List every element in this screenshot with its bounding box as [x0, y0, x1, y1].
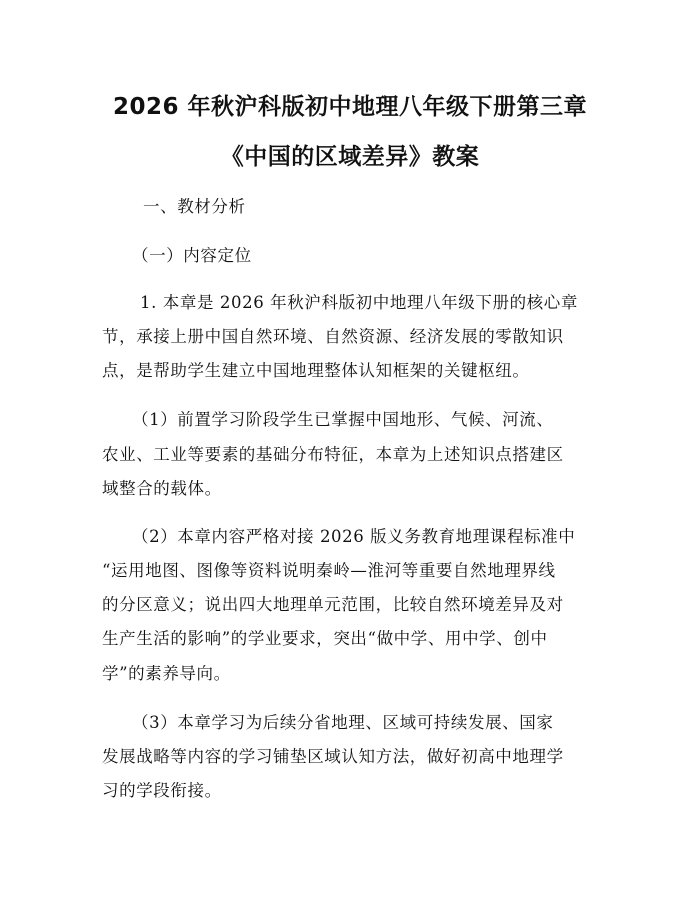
document-title-line-2: 《中国的区域差异》教案	[220, 144, 480, 170]
paragraph-4-line-2: 发展战略等内容的学习铺垫区域认知方法，做好初高中地理学	[102, 747, 564, 766]
document-title-line-1: 2026 年秋沪科版初中地理八年级下册第三章	[112, 94, 588, 120]
subsection-heading: （一）内容定位	[132, 246, 252, 265]
paragraph-3-line-1: （2）本章内容严格对接 2026 版义务教育地理课程标准中	[132, 527, 576, 546]
paragraph-1-line-3: 点，是帮助学生建立中国地理整体认知框架的关键枢纽。	[102, 361, 530, 380]
paragraph-3-line-5: 学”的素养导向。	[102, 664, 231, 683]
paragraph-1-line-1: 1. 本章是 2026 年秋沪科版初中地理八年级下册的核心章	[140, 293, 578, 312]
paragraph-1-line-2: 节，承接上册中国自然环境、自然资源、经济发展的零散知识	[102, 327, 564, 346]
paragraph-2-line-2: 农业、工业等要素的基础分布特征，本章为上述知识点搭建区	[102, 445, 564, 464]
paragraph-3-line-3: 的分区意义；说出四大地理单元范围，比较自然环境差异及对	[102, 595, 564, 614]
paragraph-2-line-3: 域整合的载体。	[102, 479, 222, 498]
paragraph-2-line-1: （1）前置学习阶段学生已掌握中国地形、气候、河流、	[132, 410, 554, 429]
paragraph-3-line-2: “运用地图、图像等资料说明秦岭—淮河等重要自然地理界线	[102, 561, 556, 580]
paragraph-4-line-1: （3）本章学习为后续分省地理、区域可持续发展、国家	[132, 713, 554, 732]
section-heading: 一、教材分析	[143, 197, 246, 216]
paragraph-4-line-3: 习的学段衔接。	[102, 781, 222, 800]
paragraph-3-line-4: 生产生活的影响”的学业要求，突出“做中学、用中学、创中	[102, 629, 548, 648]
